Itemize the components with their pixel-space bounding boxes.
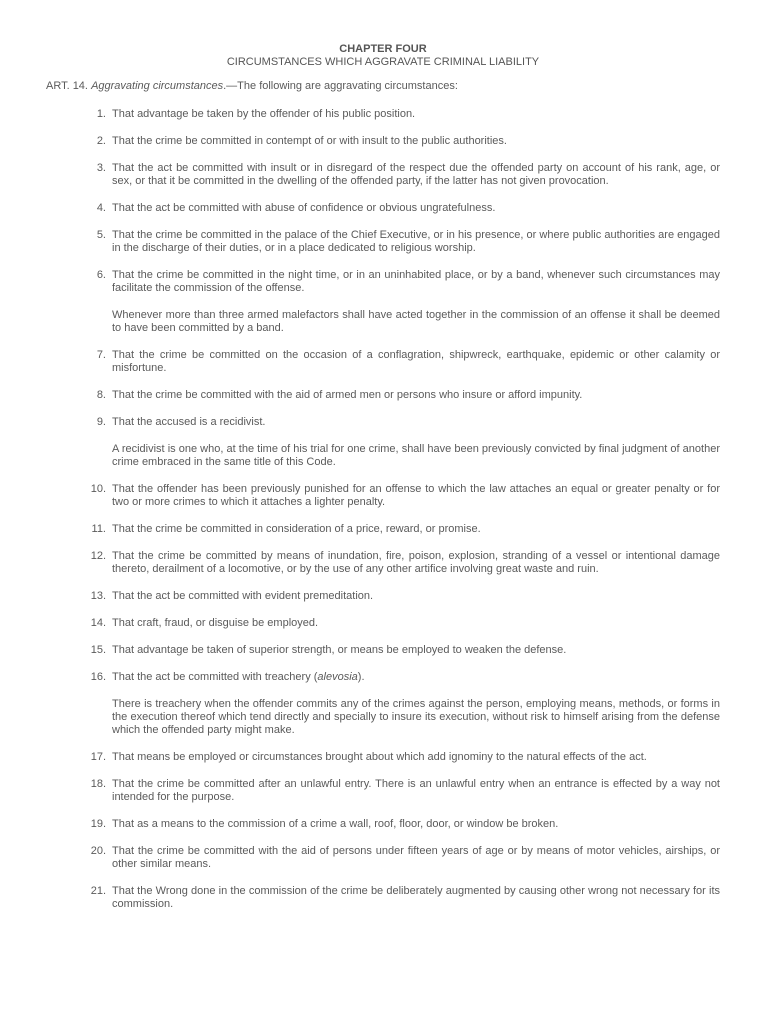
item-text: That the crime be committed in the palace of the Chief Executive, or in his presence, or where public authorities are engaged in the discharge of their duties, or in a place dedicated to religious worship. bbox=[112, 229, 720, 254]
list-item bbox=[46, 778, 720, 804]
item-text: That the act be committed with evident premeditation. bbox=[112, 590, 374, 602]
list-item bbox=[46, 644, 720, 657]
item-number: 14. bbox=[90, 617, 106, 629]
list-item bbox=[46, 483, 720, 509]
item-text: That the crime be committed in contempt of or with insult to the public authorities. bbox=[112, 135, 507, 147]
article-number: ART. 14. bbox=[46, 80, 88, 92]
item-text: That the Wrong done in the commission of the crime be deliberately augmented by causing other wrong not necessary for its commission. bbox=[112, 885, 720, 910]
article-heading: Aggravating circumstances bbox=[91, 80, 224, 92]
item-text-before: That the act be committed with treachery ( bbox=[112, 671, 318, 683]
item-number: 8. bbox=[96, 389, 106, 401]
item-text-after: ). bbox=[357, 671, 365, 683]
item-number: 10. bbox=[90, 483, 106, 495]
list-item bbox=[46, 389, 720, 402]
item-number: 3. bbox=[96, 162, 106, 174]
list-item bbox=[46, 617, 720, 630]
item-number: 11. bbox=[91, 523, 106, 535]
item-text-italic: alevosia bbox=[317, 671, 358, 683]
item-number: 1. bbox=[96, 108, 106, 120]
item-number: 20. bbox=[90, 845, 106, 857]
list-item bbox=[46, 416, 720, 469]
item-note: Whenever more than three armed malefactors shall have acted together in the commission of an offense it shall be deemed to have been committed by a band. bbox=[112, 309, 720, 334]
list-item bbox=[46, 135, 720, 148]
list-item bbox=[46, 751, 720, 764]
article-intro-text: .—The following are aggravating circumstances: bbox=[223, 80, 458, 92]
item-text: That the accused is a recidivist. bbox=[112, 416, 266, 428]
item-number: 2. bbox=[96, 135, 106, 147]
list-item bbox=[46, 818, 720, 831]
item-text: That the crime be committed by means of inundation, fire, poison, explosion, stranding of a vessel or intentional damage thereto, derailment of a locomotive, or by the use of any other artifice involving great waste and ruin. bbox=[112, 550, 720, 575]
list-item bbox=[46, 523, 720, 536]
item-text: That means be employed or circumstances brought about which add ignominy to the natural effects of the act. bbox=[112, 751, 647, 763]
item-number: 13. bbox=[90, 590, 106, 602]
item-text: That the crime be committed in the night time, or in an uninhabited place, or by a band, whenever such circumstances may facilitate the commission of the offense. bbox=[112, 269, 720, 294]
item-text: That advantage be taken by the offender of his public position. bbox=[112, 108, 416, 120]
chapter-title: CIRCUMSTANCES WHICH AGGRAVATE CRIMINAL LIABILITY bbox=[226, 56, 540, 68]
item-text: That as a means to the commission of a crime a wall, roof, floor, door, or window be broken. bbox=[112, 818, 559, 830]
item-text: That the crime be committed with the aid of armed men or persons who insure or afford impunity. bbox=[112, 389, 583, 401]
list-item bbox=[46, 349, 720, 375]
article-intro bbox=[46, 80, 720, 93]
item-text: That the crime be committed with the aid of persons under fifteen years of age or by means of motor vehicles, airships, or other similar means. bbox=[112, 845, 720, 870]
list-item bbox=[46, 590, 720, 603]
item-text: That the crime be committed in consideration of a price, reward, or promise. bbox=[112, 523, 481, 535]
item-text: That the offender has been previously punished for an offense to which the law attaches an equal or greater penalty or for two or more crimes to which it attaches a lighter penalty. bbox=[112, 483, 720, 508]
item-note: There is treachery when the offender commits any of the crimes against the person, employing means, methods, or forms in the execution thereof which tend directly and specially to insure its execution, without risk to himself arising from the defense which the offended party might make. bbox=[112, 698, 720, 736]
item-number: 19. bbox=[90, 818, 106, 830]
list-item bbox=[46, 108, 720, 121]
item-number: 15. bbox=[90, 644, 106, 656]
item-text: That the act be committed with abuse of confidence or obvious ungratefulness. bbox=[112, 202, 496, 214]
list-item bbox=[46, 671, 720, 737]
circumstance-list bbox=[46, 108, 720, 911]
item-text bbox=[112, 671, 720, 684]
list-item bbox=[46, 229, 720, 255]
item-text: That advantage be taken of superior strength, or means be employed to weaken the defense. bbox=[112, 644, 567, 656]
item-text: That craft, fraud, or disguise be employed. bbox=[112, 617, 319, 629]
item-number: 12. bbox=[90, 550, 106, 562]
item-number: 4. bbox=[96, 202, 106, 214]
list-item bbox=[46, 845, 720, 871]
item-text: That the crime be committed after an unlawful entry. There is an unlawful entry when an entrance is effected by a way not intended for the purpose. bbox=[112, 778, 720, 803]
list-item bbox=[46, 550, 720, 576]
chapter-heading: CHAPTER FOUR bbox=[339, 43, 427, 55]
list-item bbox=[46, 269, 720, 335]
item-number: 17. bbox=[90, 751, 106, 763]
item-number: 18. bbox=[90, 778, 106, 790]
list-item bbox=[46, 885, 720, 911]
item-number: 6. bbox=[96, 269, 106, 281]
list-item bbox=[46, 162, 720, 188]
item-number: 9. bbox=[96, 416, 106, 428]
item-number: 16. bbox=[90, 671, 106, 683]
item-note: A recidivist is one who, at the time of his trial for one crime, shall have been previously convicted by final judgment of another crime embraced in the same title of this Code. bbox=[112, 443, 720, 468]
item-text: That the act be committed with insult or in disregard of the respect due the offended party on account of his rank, age, or sex, or that it be committed in the dwelling of the offended party, if the latter has not given provocation. bbox=[112, 162, 720, 187]
item-text: That the crime be committed on the occasion of a conflagration, shipwreck, earthquake, epidemic or other calamity or misfortune. bbox=[112, 349, 720, 374]
item-number: 7. bbox=[96, 349, 106, 361]
item-number: 21. bbox=[90, 885, 106, 897]
item-number: 5. bbox=[96, 229, 106, 241]
list-item bbox=[46, 202, 720, 215]
